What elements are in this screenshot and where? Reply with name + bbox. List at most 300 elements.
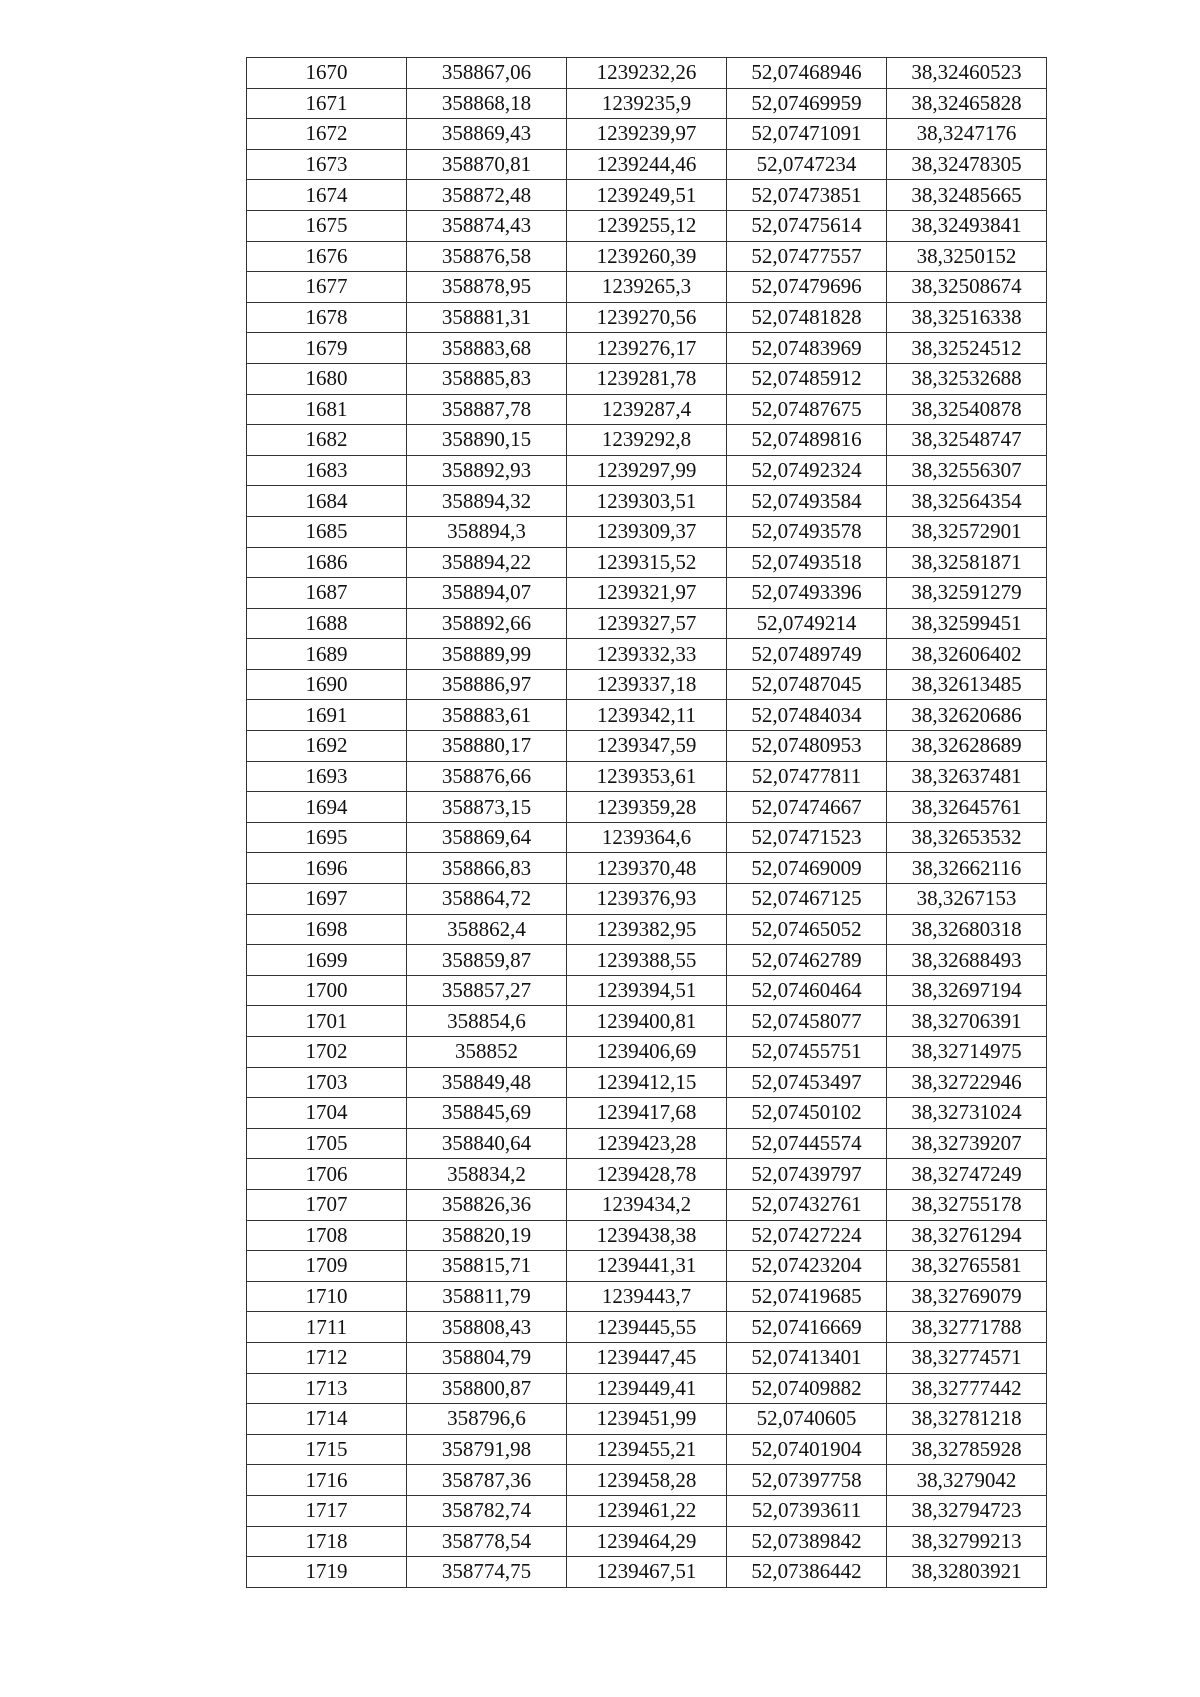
latitude-cell: 52,07432761 [727, 1189, 887, 1220]
latitude-cell: 52,07419685 [727, 1281, 887, 1312]
y-coordinate-cell: 1239438,38 [567, 1220, 727, 1251]
point-number-cell: 1699 [247, 945, 407, 976]
latitude-cell: 52,07481828 [727, 302, 887, 333]
x-coordinate-cell: 358845,69 [407, 1098, 567, 1129]
longitude-cell: 38,32688493 [887, 945, 1047, 976]
latitude-cell: 52,07489749 [727, 639, 887, 670]
x-coordinate-cell: 358894,07 [407, 578, 567, 609]
x-coordinate-cell: 358887,78 [407, 394, 567, 425]
table-row [247, 516, 1047, 547]
x-coordinate-cell: 358840,64 [407, 1128, 567, 1159]
table-row [247, 1557, 1047, 1588]
point-number-cell: 1692 [247, 731, 407, 762]
table-row [247, 975, 1047, 1006]
table-row [247, 1189, 1047, 1220]
longitude-cell: 38,32722946 [887, 1067, 1047, 1098]
y-coordinate-cell: 1239370,48 [567, 853, 727, 884]
latitude-cell: 52,07477557 [727, 241, 887, 272]
longitude-cell: 38,32731024 [887, 1098, 1047, 1129]
latitude-cell: 52,07423204 [727, 1251, 887, 1282]
table-row [247, 822, 1047, 853]
y-coordinate-cell: 1239309,37 [567, 516, 727, 547]
point-number-cell: 1671 [247, 88, 407, 119]
point-number-cell: 1693 [247, 761, 407, 792]
point-number-cell: 1715 [247, 1434, 407, 1465]
y-coordinate-cell: 1239353,61 [567, 761, 727, 792]
y-coordinate-cell: 1239327,57 [567, 608, 727, 639]
x-coordinate-cell: 358857,27 [407, 975, 567, 1006]
point-number-cell: 1706 [247, 1159, 407, 1190]
latitude-cell: 52,07489816 [727, 425, 887, 456]
longitude-cell: 38,32747249 [887, 1159, 1047, 1190]
longitude-cell: 38,32680318 [887, 914, 1047, 945]
longitude-cell: 38,32628689 [887, 731, 1047, 762]
longitude-cell: 38,32774571 [887, 1342, 1047, 1373]
table-row [247, 425, 1047, 456]
x-coordinate-cell: 358892,93 [407, 455, 567, 486]
latitude-cell: 52,07427224 [727, 1220, 887, 1251]
latitude-cell: 52,07474667 [727, 792, 887, 823]
table-row [247, 1098, 1047, 1129]
y-coordinate-cell: 1239461,22 [567, 1495, 727, 1526]
x-coordinate-cell: 358782,74 [407, 1495, 567, 1526]
point-number-cell: 1712 [247, 1342, 407, 1373]
point-number-cell: 1675 [247, 210, 407, 241]
table-row [247, 731, 1047, 762]
point-number-cell: 1673 [247, 149, 407, 180]
point-number-cell: 1696 [247, 853, 407, 884]
y-coordinate-cell: 1239292,8 [567, 425, 727, 456]
latitude-cell: 52,07389842 [727, 1526, 887, 1557]
latitude-cell: 52,07453497 [727, 1067, 887, 1098]
latitude-cell: 52,07397758 [727, 1465, 887, 1496]
latitude-cell: 52,07493518 [727, 547, 887, 578]
y-coordinate-cell: 1239428,78 [567, 1159, 727, 1190]
table-row [247, 241, 1047, 272]
longitude-cell: 38,32508674 [887, 272, 1047, 303]
table-row [247, 1495, 1047, 1526]
point-number-cell: 1714 [247, 1404, 407, 1435]
latitude-cell: 52,07462789 [727, 945, 887, 976]
latitude-cell: 52,07409882 [727, 1373, 887, 1404]
y-coordinate-cell: 1239376,93 [567, 884, 727, 915]
x-coordinate-cell: 358852 [407, 1037, 567, 1068]
y-coordinate-cell: 1239394,51 [567, 975, 727, 1006]
coordinates-table [246, 57, 1047, 1588]
latitude-cell: 52,07460464 [727, 975, 887, 1006]
table-row [247, 272, 1047, 303]
y-coordinate-cell: 1239260,39 [567, 241, 727, 272]
point-number-cell: 1709 [247, 1251, 407, 1282]
point-number-cell: 1680 [247, 363, 407, 394]
x-coordinate-cell: 358881,31 [407, 302, 567, 333]
point-number-cell: 1705 [247, 1128, 407, 1159]
point-number-cell: 1682 [247, 425, 407, 456]
y-coordinate-cell: 1239232,26 [567, 58, 727, 89]
longitude-cell: 38,32785928 [887, 1434, 1047, 1465]
y-coordinate-cell: 1239297,99 [567, 455, 727, 486]
y-coordinate-cell: 1239359,28 [567, 792, 727, 823]
latitude-cell: 52,07483969 [727, 333, 887, 364]
x-coordinate-cell: 358873,15 [407, 792, 567, 823]
point-number-cell: 1670 [247, 58, 407, 89]
longitude-cell: 38,32460523 [887, 58, 1047, 89]
y-coordinate-cell: 1239445,55 [567, 1312, 727, 1343]
table-row [247, 547, 1047, 578]
x-coordinate-cell: 358894,3 [407, 516, 567, 547]
y-coordinate-cell: 1239417,68 [567, 1098, 727, 1129]
latitude-cell: 52,07493584 [727, 486, 887, 517]
point-number-cell: 1685 [247, 516, 407, 547]
x-coordinate-cell: 358808,43 [407, 1312, 567, 1343]
point-number-cell: 1690 [247, 669, 407, 700]
longitude-cell: 38,32769079 [887, 1281, 1047, 1312]
y-coordinate-cell: 1239321,97 [567, 578, 727, 609]
x-coordinate-cell: 358815,71 [407, 1251, 567, 1282]
latitude-cell: 52,07471091 [727, 119, 887, 150]
table-row [247, 1006, 1047, 1037]
longitude-cell: 38,32493841 [887, 210, 1047, 241]
y-coordinate-cell: 1239244,46 [567, 149, 727, 180]
x-coordinate-cell: 358894,22 [407, 547, 567, 578]
table-row [247, 884, 1047, 915]
longitude-cell: 38,32465828 [887, 88, 1047, 119]
longitude-cell: 38,32516338 [887, 302, 1047, 333]
x-coordinate-cell: 358880,17 [407, 731, 567, 762]
point-number-cell: 1711 [247, 1312, 407, 1343]
longitude-cell: 38,32714975 [887, 1037, 1047, 1068]
point-number-cell: 1672 [247, 119, 407, 150]
y-coordinate-cell: 1239281,78 [567, 363, 727, 394]
table-row [247, 1465, 1047, 1496]
table-row [247, 1067, 1047, 1098]
point-number-cell: 1708 [247, 1220, 407, 1251]
x-coordinate-cell: 358866,83 [407, 853, 567, 884]
y-coordinate-cell: 1239287,4 [567, 394, 727, 425]
coordinates-table-body [247, 58, 1047, 1588]
point-number-cell: 1717 [247, 1495, 407, 1526]
longitude-cell: 38,3247176 [887, 119, 1047, 150]
point-number-cell: 1700 [247, 975, 407, 1006]
table-row [247, 761, 1047, 792]
longitude-cell: 38,32532688 [887, 363, 1047, 394]
longitude-cell: 38,32662116 [887, 853, 1047, 884]
x-coordinate-cell: 358876,58 [407, 241, 567, 272]
point-number-cell: 1701 [247, 1006, 407, 1037]
y-coordinate-cell: 1239239,97 [567, 119, 727, 150]
table-row [247, 149, 1047, 180]
latitude-cell: 52,07480953 [727, 731, 887, 762]
latitude-cell: 52,07473851 [727, 180, 887, 211]
latitude-cell: 52,07469009 [727, 853, 887, 884]
longitude-cell: 38,32613485 [887, 669, 1047, 700]
table-row [247, 455, 1047, 486]
longitude-cell: 38,32653532 [887, 822, 1047, 853]
longitude-cell: 38,32572901 [887, 516, 1047, 547]
point-number-cell: 1689 [247, 639, 407, 670]
latitude-cell: 52,07493578 [727, 516, 887, 547]
y-coordinate-cell: 1239337,18 [567, 669, 727, 700]
latitude-cell: 52,07439797 [727, 1159, 887, 1190]
x-coordinate-cell: 358869,43 [407, 119, 567, 150]
table-row [247, 1526, 1047, 1557]
latitude-cell: 52,07416669 [727, 1312, 887, 1343]
table-row [247, 700, 1047, 731]
table-row [247, 914, 1047, 945]
y-coordinate-cell: 1239382,95 [567, 914, 727, 945]
latitude-cell: 52,0749214 [727, 608, 887, 639]
longitude-cell: 38,32761294 [887, 1220, 1047, 1251]
y-coordinate-cell: 1239249,51 [567, 180, 727, 211]
longitude-cell: 38,32803921 [887, 1557, 1047, 1588]
longitude-cell: 38,32799213 [887, 1526, 1047, 1557]
table-row [247, 180, 1047, 211]
table-row [247, 608, 1047, 639]
latitude-cell: 52,07492324 [727, 455, 887, 486]
x-coordinate-cell: 358878,95 [407, 272, 567, 303]
y-coordinate-cell: 1239451,99 [567, 1404, 727, 1435]
latitude-cell: 52,07479696 [727, 272, 887, 303]
latitude-cell: 52,0740605 [727, 1404, 887, 1435]
table-row [247, 394, 1047, 425]
x-coordinate-cell: 358778,54 [407, 1526, 567, 1557]
x-coordinate-cell: 358787,36 [407, 1465, 567, 1496]
table-row [247, 210, 1047, 241]
point-number-cell: 1713 [247, 1373, 407, 1404]
table-row [247, 639, 1047, 670]
table-row [247, 853, 1047, 884]
point-number-cell: 1719 [247, 1557, 407, 1588]
y-coordinate-cell: 1239423,28 [567, 1128, 727, 1159]
x-coordinate-cell: 358874,43 [407, 210, 567, 241]
y-coordinate-cell: 1239464,29 [567, 1526, 727, 1557]
y-coordinate-cell: 1239315,52 [567, 547, 727, 578]
table-row [247, 792, 1047, 823]
x-coordinate-cell: 358826,36 [407, 1189, 567, 1220]
latitude-cell: 52,07401904 [727, 1434, 887, 1465]
longitude-cell: 38,32564354 [887, 486, 1047, 517]
point-number-cell: 1716 [247, 1465, 407, 1496]
table-row [247, 1037, 1047, 1068]
table-row [247, 1312, 1047, 1343]
x-coordinate-cell: 358859,87 [407, 945, 567, 976]
x-coordinate-cell: 358774,75 [407, 1557, 567, 1588]
latitude-cell: 52,07487675 [727, 394, 887, 425]
longitude-cell: 38,32755178 [887, 1189, 1047, 1220]
x-coordinate-cell: 358870,81 [407, 149, 567, 180]
y-coordinate-cell: 1239235,9 [567, 88, 727, 119]
table-row [247, 1281, 1047, 1312]
latitude-cell: 52,07455751 [727, 1037, 887, 1068]
latitude-cell: 52,07386442 [727, 1557, 887, 1588]
longitude-cell: 38,32777442 [887, 1373, 1047, 1404]
y-coordinate-cell: 1239449,41 [567, 1373, 727, 1404]
x-coordinate-cell: 358885,83 [407, 363, 567, 394]
point-number-cell: 1694 [247, 792, 407, 823]
x-coordinate-cell: 358869,64 [407, 822, 567, 853]
point-number-cell: 1683 [247, 455, 407, 486]
longitude-cell: 38,32697194 [887, 975, 1047, 1006]
point-number-cell: 1703 [247, 1067, 407, 1098]
longitude-cell: 38,32581871 [887, 547, 1047, 578]
longitude-cell: 38,32771788 [887, 1312, 1047, 1343]
latitude-cell: 52,07485912 [727, 363, 887, 394]
longitude-cell: 38,32556307 [887, 455, 1047, 486]
point-number-cell: 1687 [247, 578, 407, 609]
point-number-cell: 1686 [247, 547, 407, 578]
latitude-cell: 52,07477811 [727, 761, 887, 792]
longitude-cell: 38,3250152 [887, 241, 1047, 272]
latitude-cell: 52,07445574 [727, 1128, 887, 1159]
longitude-cell: 38,32540878 [887, 394, 1047, 425]
x-coordinate-cell: 358864,72 [407, 884, 567, 915]
latitude-cell: 52,07458077 [727, 1006, 887, 1037]
y-coordinate-cell: 1239458,28 [567, 1465, 727, 1496]
x-coordinate-cell: 358791,98 [407, 1434, 567, 1465]
longitude-cell: 38,32645761 [887, 792, 1047, 823]
latitude-cell: 52,07484034 [727, 700, 887, 731]
x-coordinate-cell: 358867,06 [407, 58, 567, 89]
x-coordinate-cell: 358820,19 [407, 1220, 567, 1251]
point-number-cell: 1695 [247, 822, 407, 853]
latitude-cell: 52,07393611 [727, 1495, 887, 1526]
y-coordinate-cell: 1239467,51 [567, 1557, 727, 1588]
table-row [247, 1220, 1047, 1251]
latitude-cell: 52,07469959 [727, 88, 887, 119]
y-coordinate-cell: 1239303,51 [567, 486, 727, 517]
x-coordinate-cell: 358862,4 [407, 914, 567, 945]
latitude-cell: 52,07413401 [727, 1342, 887, 1373]
latitude-cell: 52,07475614 [727, 210, 887, 241]
longitude-cell: 38,32478305 [887, 149, 1047, 180]
x-coordinate-cell: 358804,79 [407, 1342, 567, 1373]
table-row [247, 1342, 1047, 1373]
longitude-cell: 38,32548747 [887, 425, 1047, 456]
table-row [247, 333, 1047, 364]
x-coordinate-cell: 358811,79 [407, 1281, 567, 1312]
table-row [247, 1404, 1047, 1435]
table-row [247, 1159, 1047, 1190]
table-row [247, 1251, 1047, 1282]
point-number-cell: 1684 [247, 486, 407, 517]
x-coordinate-cell: 358883,61 [407, 700, 567, 731]
y-coordinate-cell: 1239447,45 [567, 1342, 727, 1373]
y-coordinate-cell: 1239455,21 [567, 1434, 727, 1465]
latitude-cell: 52,07487045 [727, 669, 887, 700]
x-coordinate-cell: 358883,68 [407, 333, 567, 364]
table-row [247, 578, 1047, 609]
y-coordinate-cell: 1239255,12 [567, 210, 727, 241]
y-coordinate-cell: 1239388,55 [567, 945, 727, 976]
point-number-cell: 1707 [247, 1189, 407, 1220]
table-row [247, 1373, 1047, 1404]
longitude-cell: 38,32765581 [887, 1251, 1047, 1282]
point-number-cell: 1718 [247, 1526, 407, 1557]
latitude-cell: 52,07450102 [727, 1098, 887, 1129]
point-number-cell: 1710 [247, 1281, 407, 1312]
table-row [247, 302, 1047, 333]
y-coordinate-cell: 1239364,6 [567, 822, 727, 853]
longitude-cell: 38,32599451 [887, 608, 1047, 639]
x-coordinate-cell: 358889,99 [407, 639, 567, 670]
longitude-cell: 38,32524512 [887, 333, 1047, 364]
x-coordinate-cell: 358854,6 [407, 1006, 567, 1037]
x-coordinate-cell: 358872,48 [407, 180, 567, 211]
longitude-cell: 38,32794723 [887, 1495, 1047, 1526]
point-number-cell: 1678 [247, 302, 407, 333]
point-number-cell: 1702 [247, 1037, 407, 1068]
latitude-cell: 52,07465052 [727, 914, 887, 945]
y-coordinate-cell: 1239276,17 [567, 333, 727, 364]
y-coordinate-cell: 1239332,33 [567, 639, 727, 670]
point-number-cell: 1698 [247, 914, 407, 945]
y-coordinate-cell: 1239406,69 [567, 1037, 727, 1068]
x-coordinate-cell: 358890,15 [407, 425, 567, 456]
y-coordinate-cell: 1239347,59 [567, 731, 727, 762]
x-coordinate-cell: 358849,48 [407, 1067, 567, 1098]
longitude-cell: 38,32637481 [887, 761, 1047, 792]
point-number-cell: 1681 [247, 394, 407, 425]
point-number-cell: 1688 [247, 608, 407, 639]
table-row [247, 1128, 1047, 1159]
point-number-cell: 1691 [247, 700, 407, 731]
x-coordinate-cell: 358886,97 [407, 669, 567, 700]
latitude-cell: 52,0747234 [727, 149, 887, 180]
latitude-cell: 52,07467125 [727, 884, 887, 915]
x-coordinate-cell: 358834,2 [407, 1159, 567, 1190]
x-coordinate-cell: 358892,66 [407, 608, 567, 639]
table-row [247, 58, 1047, 89]
longitude-cell: 38,32606402 [887, 639, 1047, 670]
x-coordinate-cell: 358868,18 [407, 88, 567, 119]
point-number-cell: 1674 [247, 180, 407, 211]
longitude-cell: 38,32620686 [887, 700, 1047, 731]
y-coordinate-cell: 1239443,7 [567, 1281, 727, 1312]
point-number-cell: 1676 [247, 241, 407, 272]
table-row [247, 945, 1047, 976]
y-coordinate-cell: 1239342,11 [567, 700, 727, 731]
longitude-cell: 38,32739207 [887, 1128, 1047, 1159]
table-row [247, 486, 1047, 517]
table-row [247, 669, 1047, 700]
y-coordinate-cell: 1239441,31 [567, 1251, 727, 1282]
y-coordinate-cell: 1239434,2 [567, 1189, 727, 1220]
latitude-cell: 52,07471523 [727, 822, 887, 853]
table-row [247, 363, 1047, 394]
latitude-cell: 52,07468946 [727, 58, 887, 89]
point-number-cell: 1677 [247, 272, 407, 303]
y-coordinate-cell: 1239400,81 [567, 1006, 727, 1037]
latitude-cell: 52,07493396 [727, 578, 887, 609]
longitude-cell: 38,32781218 [887, 1404, 1047, 1435]
point-number-cell: 1697 [247, 884, 407, 915]
table-row [247, 119, 1047, 150]
longitude-cell: 38,3267153 [887, 884, 1047, 915]
point-number-cell: 1704 [247, 1098, 407, 1129]
table-row [247, 88, 1047, 119]
y-coordinate-cell: 1239412,15 [567, 1067, 727, 1098]
y-coordinate-cell: 1239270,56 [567, 302, 727, 333]
table-row [247, 1434, 1047, 1465]
x-coordinate-cell: 358796,6 [407, 1404, 567, 1435]
x-coordinate-cell: 358876,66 [407, 761, 567, 792]
longitude-cell: 38,32591279 [887, 578, 1047, 609]
x-coordinate-cell: 358894,32 [407, 486, 567, 517]
longitude-cell: 38,32706391 [887, 1006, 1047, 1037]
longitude-cell: 38,32485665 [887, 180, 1047, 211]
point-number-cell: 1679 [247, 333, 407, 364]
longitude-cell: 38,3279042 [887, 1465, 1047, 1496]
